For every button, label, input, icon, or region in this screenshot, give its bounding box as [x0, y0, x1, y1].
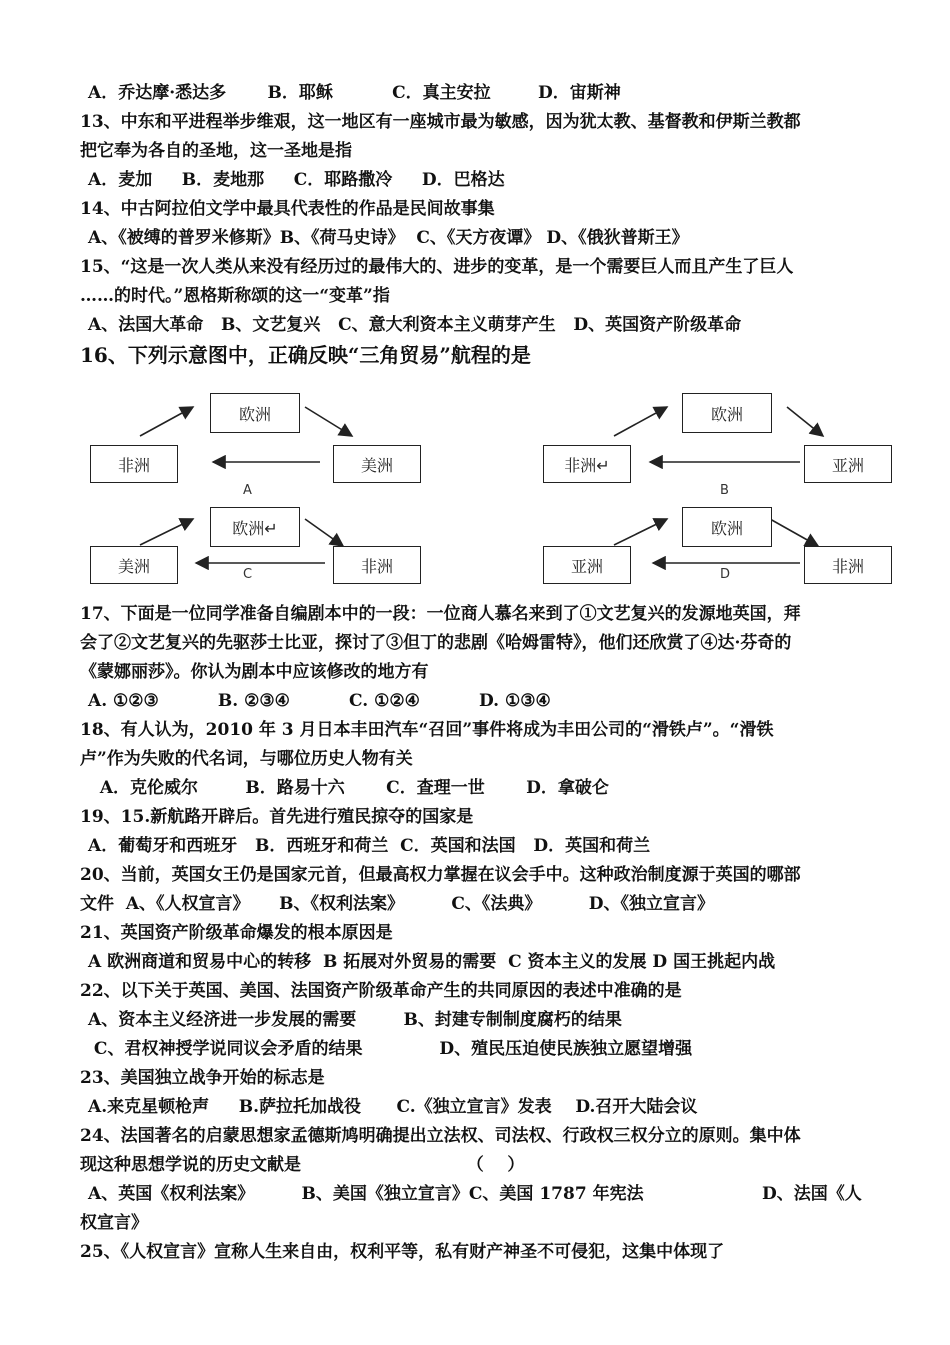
q13-options: A．麦加 B．麦地那 C．耶路撒冷 D．巴格达 — [88, 170, 505, 190]
q12-options: A．乔达摩·悉达多 B．耶稣 C．真主安拉 D．宙斯神 — [88, 83, 621, 103]
q22-options-2: C、君权神授学说同议会矛盾的结果 D、殖民压迫使民族独立愿望增强 — [88, 1039, 693, 1059]
q19-stem: 19、15.新航路开辟后。首先进行殖民掠夺的国家是 — [80, 807, 474, 827]
diagram-d-europe: 欧洲 — [682, 507, 772, 547]
diagram-b-europe: 欧洲 — [682, 393, 772, 433]
q16-diagram-arrows — [0, 0, 950, 600]
q15-options: A、法国大革命 B、文艺复兴 C、意大利资本主义萌芽产生 D、英国资产阶级革命 — [88, 315, 742, 335]
diagram-c-europe: 欧洲↵ — [210, 507, 300, 547]
diagram-b-asia: 亚洲 — [804, 445, 892, 483]
q22-stem: 22、以下关于英国、美国、法国资产阶级革命产生的共同原因的表述中准确的是 — [80, 981, 682, 1001]
q18-stem-1: 18、有人认为，2010 年 3 月日本丰田汽车“召回”事件将成为丰田公司的“滑铁卢”。“滑铁 — [80, 720, 774, 740]
diagram-a-label: A — [243, 483, 252, 498]
diagram-a-america: 美洲 — [333, 445, 421, 483]
q17-stem-1: 17、下面是一位同学准备自编剧本中的一段：一位商人慕名来到了①文艺复兴的发源地英国，拜 — [80, 604, 801, 624]
diagram-d-label: D — [720, 567, 731, 582]
q15-stem-2: ……的时代。”恩格斯称颂的这一“变革”指 — [80, 286, 390, 306]
q17-stem-3: 《蒙娜丽莎》。你认为剧本中应该修改的地方有 — [80, 662, 429, 682]
q24-options-1: A、英国《权利法案》 B、美国《独立宣言》C、美国 1787 年宪法 D、法国《人 — [88, 1184, 862, 1204]
q20-stem-1: 20、当前，英国女王仍是国家元首，但最高权力掌握在议会手中。这种政治制度源于英国的哪部 — [80, 865, 801, 885]
diagram-b-label: B — [720, 483, 729, 498]
q18-options: A．克伦威尔 B．路易十六 C．查理一世 D．拿破仑 — [88, 778, 609, 798]
q21-stem: 21、英国资产阶级革命爆发的根本原因是 — [80, 923, 393, 943]
diagram-d-africa: 非洲 — [804, 546, 892, 584]
q23-stem: 23、美国独立战争开始的标志是 — [80, 1068, 325, 1088]
q24-options-2: 权宣言》 — [80, 1213, 148, 1233]
q25-stem: 25、《人权宣言》宣称人生来自由，权利平等，私有财产神圣不可侵犯，这集中体现了 — [80, 1242, 725, 1262]
q22-options-1: A、资本主义经济进一步发展的需要 B、封建专制制度腐朽的结果 — [88, 1010, 622, 1030]
q23-options: A.来克星顿枪声 B.萨拉托加战役 C.《独立宣言》发表 D.召开大陆会议 — [88, 1097, 698, 1117]
q21-options: A 欧洲商道和贸易中心的转移 B 拓展对外贸易的需要 C 资本主义的发展 D 国王挑起内战 — [88, 952, 776, 972]
q18-stem-2: 卢”作为失败的代名词，与哪位历史人物有关 — [80, 749, 413, 769]
q16-stem: 16、下列示意图中，正确反映“三角贸易”航程的是 — [80, 343, 531, 367]
q17-stem-2: 会了②文艺复兴的先驱莎士比亚，探讨了③但丁的悲剧《哈姆雷特》，他们还欣赏了④达·芬奇的 — [80, 633, 792, 653]
q19-options: A．葡萄牙和西班牙 B．西班牙和荷兰 C．英国和法国 D．英国和荷兰 — [88, 836, 651, 856]
diagram-c-africa: 非洲 — [333, 546, 421, 584]
q24-stem-2: 现这种思想学说的历史文献是 （ ） — [80, 1155, 525, 1175]
q20-stem-2: 文件 A、《人权宣言》 B、《权利法案》 C、《法典》 D、《独立宣言》 — [80, 894, 714, 914]
q17-options: A. ①②③ B. ②③④ C. ①②④ D. ①③④ — [88, 691, 551, 711]
diagram-b-africa: 非洲↵ — [543, 445, 631, 483]
diagram-c-america: 美洲 — [90, 546, 178, 584]
diagram-d-asia: 亚洲 — [543, 546, 631, 584]
diagram-a-europe: 欧洲 — [210, 393, 300, 433]
diagram-a-africa: 非洲 — [90, 445, 178, 483]
q13-stem-1: 13、中东和平进程举步维艰，这一地区有一座城市最为敏感，因为犹太教、基督教和伊斯兰教都 — [80, 112, 801, 132]
q14-options: A、《被缚的普罗米修斯》B、《荷马史诗》 C、《天方夜谭》 D、《俄狄普斯王》 — [88, 228, 689, 248]
q13-stem-2: 把它奉为各自的圣地，这一圣地是指 — [80, 141, 352, 161]
q24-stem-1: 24、法国著名的启蒙思想家孟德斯鸠明确提出立法权、司法权、行政权三权分立的原则。集中体 — [80, 1126, 801, 1146]
q14-stem: 14、中古阿拉伯文学中最具代表性的作品是民间故事集 — [80, 199, 495, 219]
diagram-c-label: C — [243, 567, 253, 582]
q15-stem-1: 15、“这是一次人类从来没有经历过的最伟大的、进步的变革，是一个需要巨人而且产生了巨人 — [80, 257, 794, 277]
